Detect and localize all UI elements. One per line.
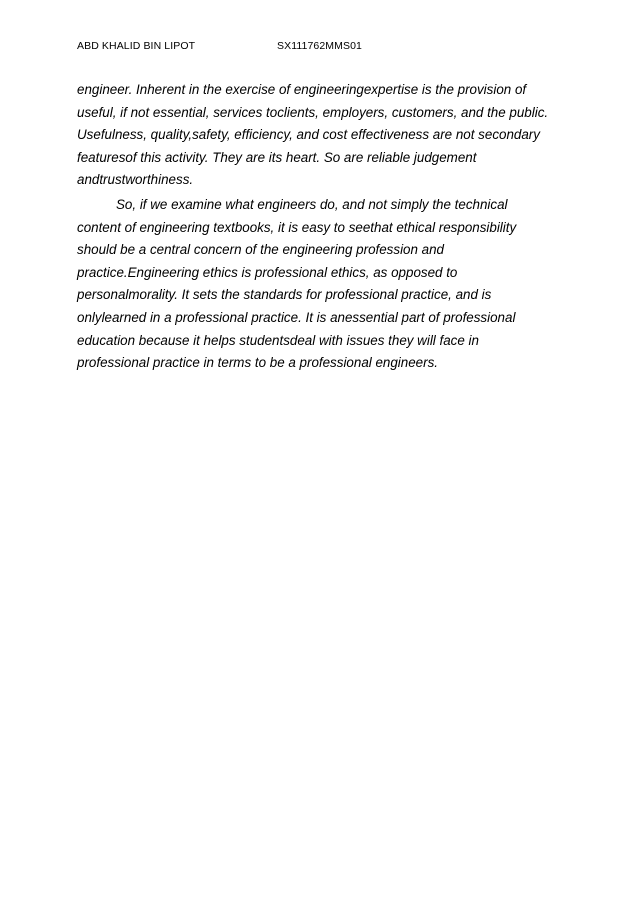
- header-student-id: SX111762MMS01: [277, 40, 362, 52]
- text-line: practice.Engineering ethics is professional ethics, as opposed to: [77, 264, 458, 280]
- text-line: featuresof this activity. They are its heart. So are reliable judgement: [77, 149, 477, 165]
- text-line: engineer. Inherent in the exercise of engineeringexpertise is the provision of: [77, 82, 527, 97]
- header-author: ABD KHALID BIN LIPOT: [77, 40, 196, 52]
- paragraph-2: [77, 194, 567, 375]
- text-line: useful, if not essential, services toclients, employers, customers, and the public.: [77, 104, 549, 120]
- text-line: personalmorality. It sets the standards for professional practice, and is: [77, 287, 492, 303]
- text-line: andtrustworthiness.: [77, 172, 194, 188]
- text-line: Usefulness, quality,safety, efficiency, and cost effectiveness are not secondary: [77, 127, 540, 143]
- paragraph-1: [77, 79, 567, 192]
- text-line: onlylearned in a professional practice. It is anessential part of professional: [77, 309, 516, 325]
- text-line: professional practice in terms to be a professional engineers.: [77, 355, 438, 371]
- text-line: So, if we examine what engineers do, and not simply the technical: [116, 196, 508, 212]
- body-text: [77, 79, 567, 375]
- text-line: should be a central concern of the engineering profession and: [77, 242, 445, 258]
- text-line: content of engineering textbooks, it is easy to seethat ethical responsibility: [77, 219, 517, 235]
- text-line: education because it helps studentsdeal with issues they will face in: [77, 332, 479, 348]
